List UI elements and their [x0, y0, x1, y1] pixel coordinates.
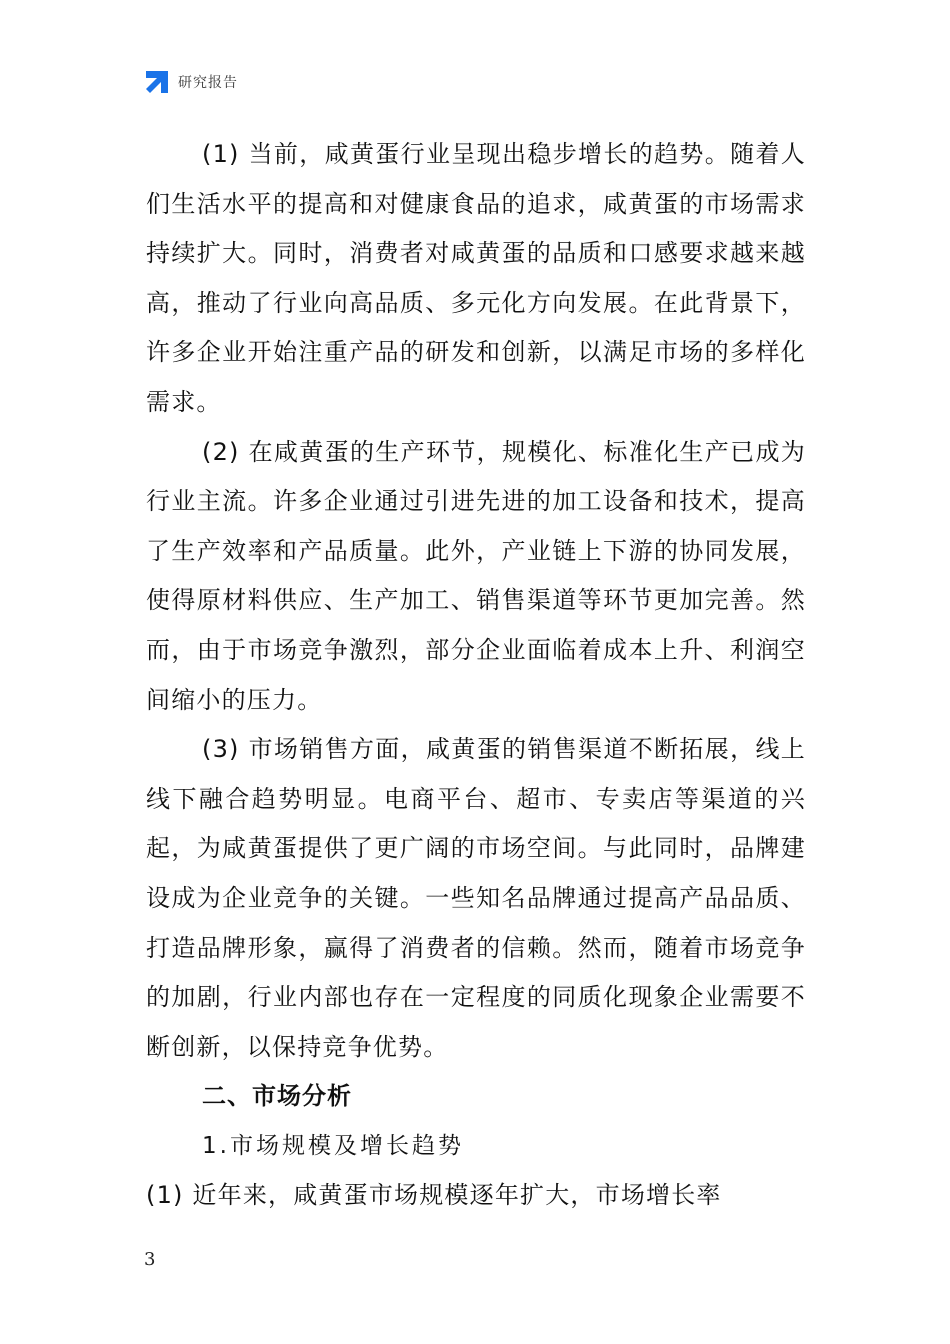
document-body [146, 130, 806, 1221]
paragraph-4: (1) 近年来，咸黄蛋市场规模逐年扩大，市场增长率 [146, 1181, 722, 1210]
page-number: 3 [144, 1249, 156, 1270]
page-header [144, 68, 238, 96]
paragraph-2: (2) 在咸黄蛋的生产环节，规模化、标准化生产已成为行业主流。许多企业通过引进先进的加工设备和技术，提高了生产效率和产品质量。此外，产业链上下游的协同发展，使得原材料供应、生产加工、销售渠道等环节更加完善。然而，由于市场竞争激烈，部分企业面临着成本上升、利润空间缩小的压力。 [146, 437, 806, 714]
header-label: 研究报告 [178, 75, 238, 91]
paragraph-3: (3) 市场销售方面，咸黄蛋的销售渠道不断拓展，线上线下融合趋势明显。电商平台、超市、专卖店等渠道的兴起，为咸黄蛋提供了更广阔的市场空间。与此同时，品牌建设成为企业竞争的关键。一些知名品牌通过提高产品品质、打造品牌形象，赢得了消费者的信赖。然而，随着市场竞争的加剧，行业内部也存在一定程度的同质化现象企业需要不断创新，以保持竞争优势。 [146, 735, 806, 1061]
arrow-up-right-icon [144, 69, 170, 95]
paragraph-1: (1) 当前，咸黄蛋行业呈现出稳步增长的趋势。随着人们生活水平的提高和对健康食品的追求，咸黄蛋的市场需求持续扩大。同时，消费者对咸黄蛋的品质和口感要求越来越高，推动了行业向高品质、多元化方向发展。在此背景下，许多企业开始注重产品的研发和创新，以满足市场的多样化需求。 [146, 140, 806, 416]
section-heading: 二、市场分析 [202, 1082, 352, 1111]
sub-heading: 1.市场规模及增长趋势 [202, 1133, 464, 1160]
